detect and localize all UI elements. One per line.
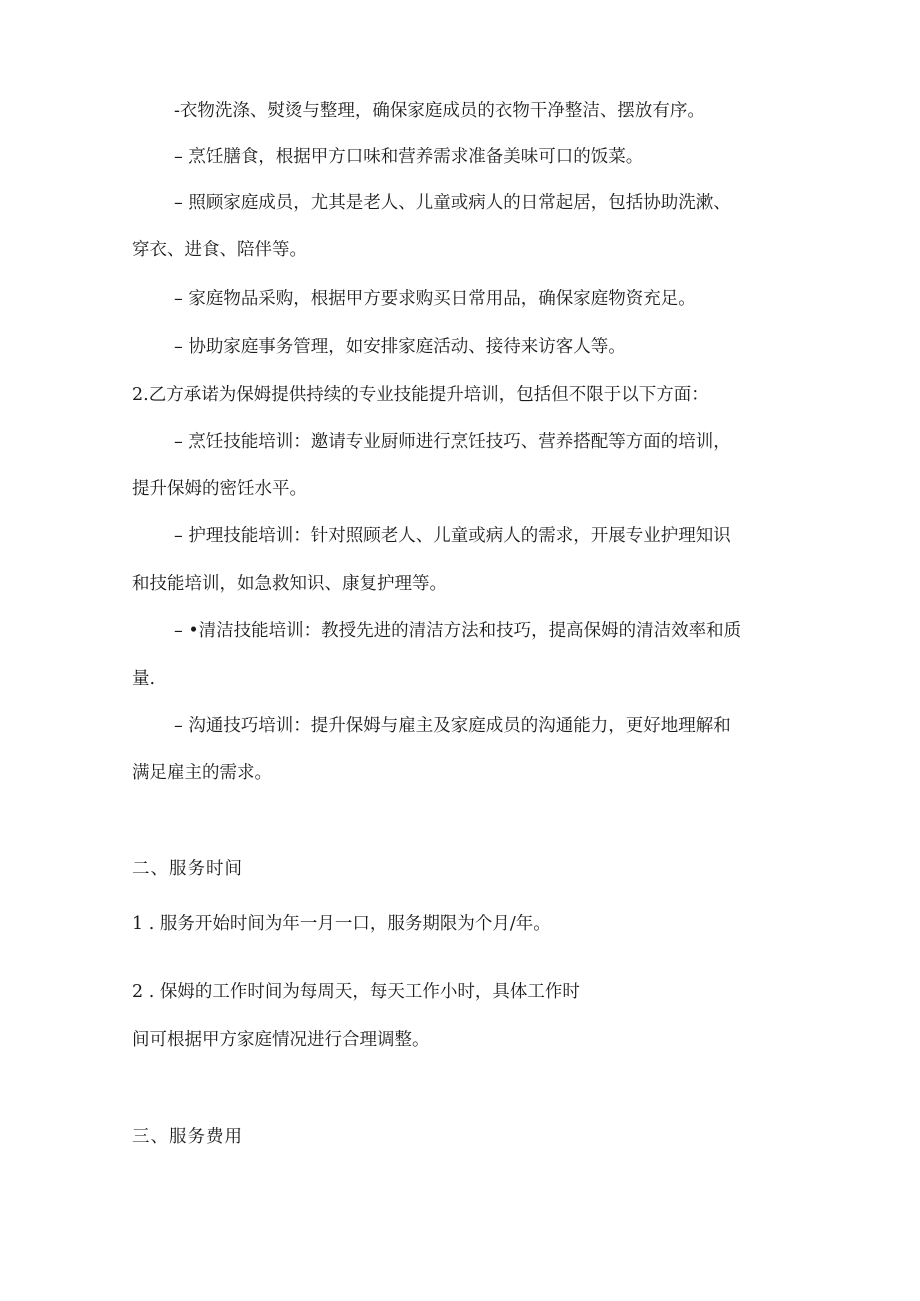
training-communication-line2: 满足雇主的需求。 xyxy=(132,763,272,783)
training-cleaning-line2: 量. xyxy=(132,669,156,689)
duty-care-line2: 穿衣、进食、陪伴等。 xyxy=(132,240,307,260)
service-time-item-2-line1: 2 . 保姆的工作时间为每周天，每天工作小时，具体工作时 xyxy=(132,982,580,1002)
training-communication-line1: – 沟通技巧培训：提升保姆与雇主及家庭成员的沟通能力，更好地理解和 xyxy=(174,716,731,736)
training-cleaning-line1: – •清洁技能培训：教授先进的清洁方法和技巧，提高保姆的清洁效率和质 xyxy=(174,621,742,641)
duty-laundry: -衣物洗涤、熨烫与整理，确保家庭成员的衣物干净整洁、摆放有序。 xyxy=(174,101,705,121)
service-time-item-2-line2: 间可根据甲方家庭情况进行合理调整。 xyxy=(132,1030,430,1050)
training-nursing-line2: 和技能培训，如急救知识、康复护理等。 xyxy=(132,574,447,594)
section-heading-service-fee: 三、服务费用 xyxy=(132,1127,243,1147)
duty-management: – 协助家庭事务管理，如安排家庭活动、接待来访客人等。 xyxy=(174,337,626,357)
training-cooking-line2: 提升保姆的密饪水平。 xyxy=(132,479,307,499)
duty-cooking: – 烹饪膳食，根据甲方口味和营养需求准备美味可口的饭菜。 xyxy=(174,147,644,167)
service-time-item-1: 1 . 服务开始时间为年一月一口，服务期限为个月/年。 xyxy=(132,914,551,934)
training-intro: 2.乙方承诺为保姆提供持续的专业技能提升培训，包括但不限于以下方面： xyxy=(132,385,709,405)
training-cooking-line1: – 烹饪技能培训：邀请专业厨师进行烹饪技巧、营养搭配等方面的培训， xyxy=(174,432,731,452)
training-nursing-line1: – 护理技能培训：针对照顾老人、儿童或病人的需求，开展专业护理知识 xyxy=(174,526,731,546)
duty-care-line1: – 照顾家庭成员，尤其是老人、儿童或病人的日常起居，包括协助洗漱、 xyxy=(174,193,731,213)
section-heading-service-time: 二、服务时间 xyxy=(132,859,243,879)
duty-shopping: – 家庭物品采购，根据甲方要求购买日常用品，确保家庭物资充足。 xyxy=(174,289,696,309)
